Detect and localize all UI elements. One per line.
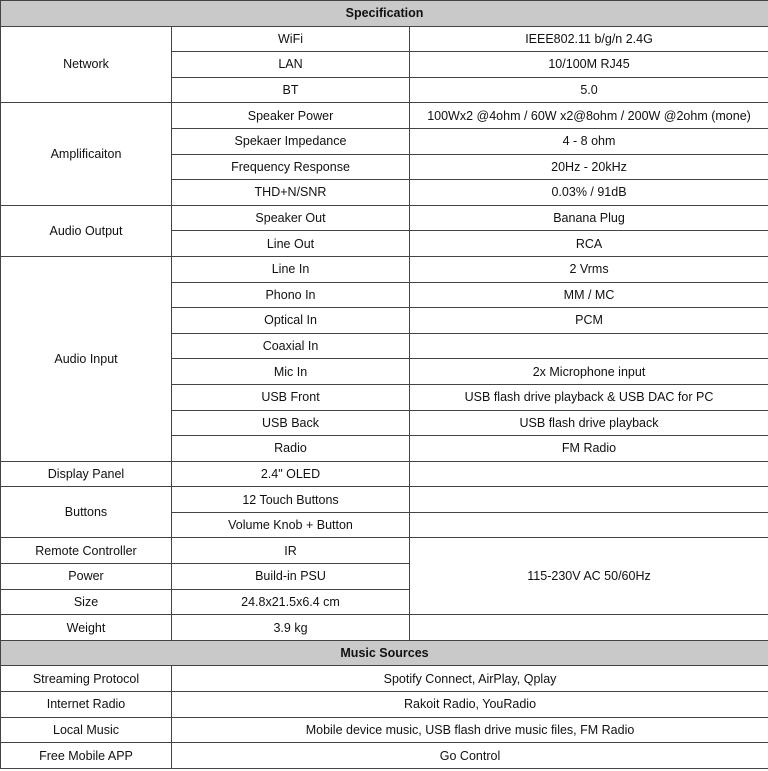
spec-value: 5.0 bbox=[410, 77, 768, 103]
table-row bbox=[1, 538, 768, 564]
buttons-label: Buttons bbox=[1, 487, 172, 538]
table-row bbox=[1, 615, 768, 641]
spec-name: Spekaer Impedance bbox=[172, 128, 410, 154]
remote-label: Remote Controller bbox=[1, 538, 172, 564]
table-row bbox=[1, 666, 768, 692]
spec-value: 4 - 8 ohm bbox=[410, 128, 768, 154]
network-label: Network bbox=[1, 26, 172, 103]
spec-name: IR bbox=[172, 538, 410, 564]
spec-name: Volume Knob + Button bbox=[172, 512, 410, 538]
music-label: Local Music bbox=[1, 717, 172, 743]
spec-value: 0.03% / 91dB bbox=[410, 180, 768, 206]
music-label: Internet Radio bbox=[1, 692, 172, 718]
music-label: Free Mobile APP bbox=[1, 743, 172, 769]
power-value: 115-230V AC 50/60Hz bbox=[410, 538, 768, 615]
spec-value: USB flash drive playback & USB DAC for PC bbox=[410, 384, 768, 410]
spec-value: MM / MC bbox=[410, 282, 768, 308]
spec-value: 2 Vrms bbox=[410, 256, 768, 282]
spec-name: Speaker Out bbox=[172, 205, 410, 231]
spec-name: Line Out bbox=[172, 231, 410, 257]
spec-name: 2.4" OLED bbox=[172, 461, 410, 487]
spec-value bbox=[410, 333, 768, 359]
table-row bbox=[1, 103, 768, 129]
spec-value bbox=[410, 461, 768, 487]
table-row bbox=[1, 461, 768, 487]
spec-value: USB flash drive playback bbox=[410, 410, 768, 436]
table-row bbox=[1, 717, 768, 743]
weight-label: Weight bbox=[1, 615, 172, 641]
spec-name: THD+N/SNR bbox=[172, 180, 410, 206]
amplification-label: Amplificaiton bbox=[1, 103, 172, 205]
audio-input-label: Audio Input bbox=[1, 256, 172, 461]
spec-value: 100Wx2 @4ohm / 60W x2@8ohm / 200W @2ohm (mone) bbox=[410, 103, 768, 129]
table-row bbox=[1, 256, 768, 282]
music-value: Spotify Connect, AirPlay, Qplay bbox=[172, 666, 768, 692]
spec-value bbox=[410, 512, 768, 538]
spec-value: 20Hz - 20kHz bbox=[410, 154, 768, 180]
audio-output-label: Audio Output bbox=[1, 205, 172, 256]
spec-value: RCA bbox=[410, 231, 768, 257]
spec-name: WiFi bbox=[172, 26, 410, 52]
spec-name: USB Front bbox=[172, 384, 410, 410]
spec-name: 12 Touch Buttons bbox=[172, 487, 410, 513]
spec-name: 24.8x21.5x6.4 cm bbox=[172, 589, 410, 615]
spec-name: Line In bbox=[172, 256, 410, 282]
display-panel-label: Display Panel bbox=[1, 461, 172, 487]
size-label: Size bbox=[1, 589, 172, 615]
spec-value: FM Radio bbox=[410, 436, 768, 462]
music-header-row bbox=[1, 640, 768, 666]
music-value: Mobile device music, USB flash drive music files, FM Radio bbox=[172, 717, 768, 743]
power-label: Power bbox=[1, 564, 172, 590]
spec-value: PCM bbox=[410, 308, 768, 334]
spec-value: IEEE802.11 b/g/n 2.4G bbox=[410, 26, 768, 52]
spec-name: Frequency Response bbox=[172, 154, 410, 180]
table-row bbox=[1, 692, 768, 718]
music-value: Go Control bbox=[172, 743, 768, 769]
music-value: Rakoit Radio, YouRadio bbox=[172, 692, 768, 718]
spec-value: Banana Plug bbox=[410, 205, 768, 231]
music-label: Streaming Protocol bbox=[1, 666, 172, 692]
spec-value bbox=[410, 487, 768, 513]
spec-name: LAN bbox=[172, 52, 410, 78]
spec-name: Speaker Power bbox=[172, 103, 410, 129]
spec-name: Radio bbox=[172, 436, 410, 462]
specification-title: Specification bbox=[1, 1, 768, 27]
spec-name: 3.9 kg bbox=[172, 615, 410, 641]
spec-name: Phono In bbox=[172, 282, 410, 308]
spec-name: BT bbox=[172, 77, 410, 103]
spec-value: 10/100M RJ45 bbox=[410, 52, 768, 78]
spec-name: Coaxial In bbox=[172, 333, 410, 359]
spec-value bbox=[410, 615, 768, 641]
music-sources-title: Music Sources bbox=[1, 640, 768, 666]
spec-header-row bbox=[1, 1, 768, 27]
spec-name: Build-in PSU bbox=[172, 564, 410, 590]
spec-name: Mic In bbox=[172, 359, 410, 385]
spec-name: USB Back bbox=[172, 410, 410, 436]
table-row bbox=[1, 205, 768, 231]
table-row bbox=[1, 487, 768, 513]
table-row bbox=[1, 26, 768, 52]
spec-name: Optical In bbox=[172, 308, 410, 334]
spec-value: 2x Microphone input bbox=[410, 359, 768, 385]
table-row bbox=[1, 743, 768, 769]
